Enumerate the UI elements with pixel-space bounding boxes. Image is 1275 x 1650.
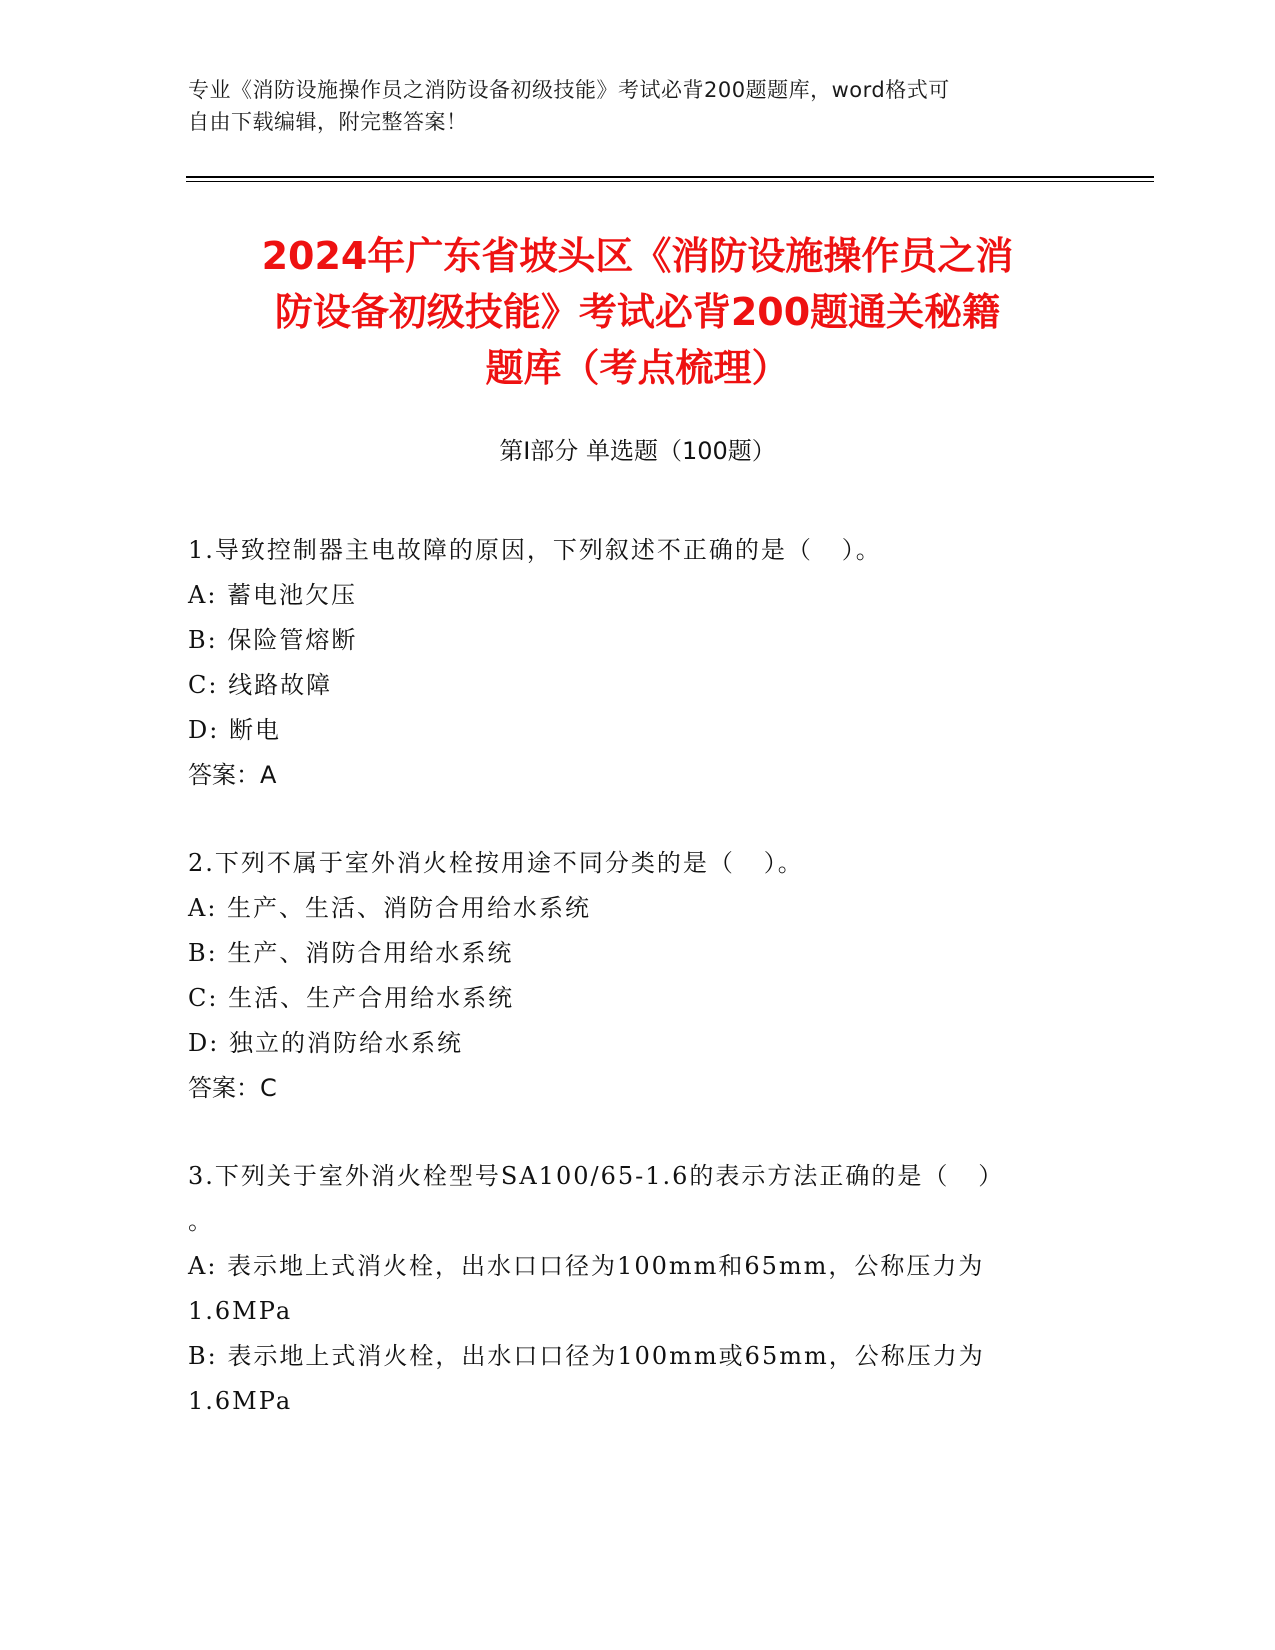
option-d: D: 断电	[188, 716, 281, 744]
question-stem: 2.下列不属于室外消火栓按用途不同分类的是（ ）。	[188, 849, 804, 877]
document-title	[170, 228, 1105, 396]
option-b: B: 生产、消防合用给水系统	[188, 939, 514, 967]
option-b: B: 保险管熔断	[188, 626, 358, 654]
header-rule-thick	[186, 176, 1154, 178]
question-stem-line-1: 3.下列关于室外消火栓型号SA100/65-1.6的表示方法正确的是（ ）	[188, 1162, 1005, 1190]
title-line-1: 2024年广东省坡头区《消防设施操作员之消	[261, 234, 1014, 278]
question-3	[188, 1154, 1088, 1424]
title-line-3: 题库（考点梳理）	[485, 346, 790, 390]
option-a-line-2: 1.6MPa	[188, 1297, 293, 1325]
question-list	[188, 528, 1088, 1467]
option-d: D: 独立的消防给水系统	[188, 1029, 463, 1057]
question-stem: 1.导致控制器主电故障的原因，下列叙述不正确的是（ ）。	[188, 536, 882, 564]
answer: 答案：A	[188, 761, 277, 789]
option-b-line-2: 1.6MPa	[188, 1387, 293, 1415]
option-c: C: 生活、生产合用给水系统	[188, 984, 515, 1012]
question-stem-line-2: 。	[188, 1207, 214, 1235]
option-a: A: 生产、生活、消防合用给水系统	[188, 894, 592, 922]
intro-text	[188, 74, 1088, 138]
option-a-line-1: A: 表示地上式消火栓，出水口口径为100mm和65mm，公称压力为	[188, 1252, 985, 1280]
option-b-line-1: B: 表示地上式消火栓，出水口口径为100mm或65mm，公称压力为	[188, 1342, 985, 1370]
option-c: C: 线路故障	[188, 671, 333, 699]
answer: 答案：C	[188, 1074, 277, 1102]
section-heading: 第I部分 单选题（100题）	[499, 437, 776, 465]
option-a: A: 蓄电池欠压	[188, 581, 358, 609]
intro-line-1: 专业《消防设施操作员之消防设备初级技能》考试必背200题题库，word格式可	[188, 78, 950, 102]
question-1	[188, 528, 1088, 798]
header-rule-thin	[186, 181, 1154, 182]
title-line-2: 防设备初级技能》考试必背200题通关秘籍	[274, 290, 1001, 334]
intro-line-2: 自由下载编辑，附完整答案！	[188, 110, 468, 134]
question-2	[188, 841, 1088, 1111]
